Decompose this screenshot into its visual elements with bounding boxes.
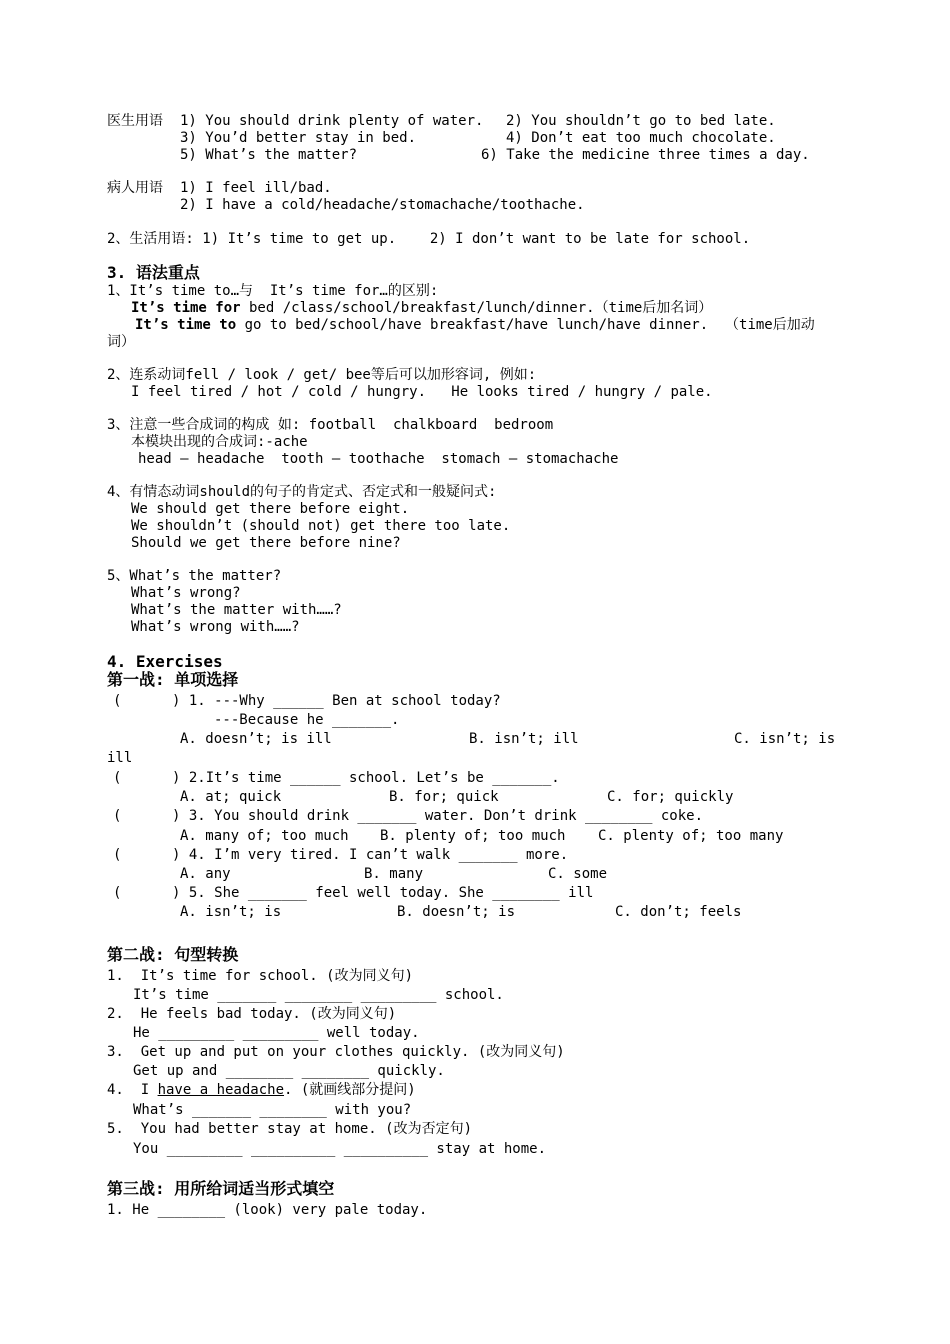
grammar-keyword: It’s time to: [135, 317, 237, 333]
question-line: Get up and ________ ________ quickly.: [133, 1063, 445, 1079]
grammar-keyword: It’s time for: [131, 300, 241, 316]
question: 2. He feels bad today. (改为同义句): [107, 1006, 397, 1022]
grammar-example: What’s wrong?: [131, 585, 241, 601]
option: C. some: [548, 866, 608, 882]
grammar-example: It’s time for bed /class/school/breakfast/lunch/dinner.（time后加名词）: [131, 300, 713, 316]
question-line: It’s time _______ ________ _________ school.: [133, 987, 504, 1003]
grammar-example: 词）: [107, 334, 135, 350]
question: ( ) 3. You should drink _______ water. Don’t drink ________ coke.: [113, 808, 704, 824]
grammar-point-title: 2、连系动词fell / look / get/ bee等后可以加形容词, 例如:: [107, 367, 537, 383]
doctor-label: 医生用语: [107, 113, 163, 129]
question-line: You _________ __________ __________ stay at home.: [133, 1141, 547, 1157]
grammar-point-title: 4、有情态动词should的句子的肯定式、否定式和一般疑问式:: [107, 484, 497, 500]
option: A. doesn’t; is ill: [180, 731, 332, 747]
option: B. isn’t; ill: [469, 731, 579, 747]
option: A. isn’t; is: [180, 904, 282, 920]
grammar-example: What’s the matter with……?: [131, 602, 342, 618]
question: ( ) 1. ---Why ______ Ben at school today?: [113, 693, 501, 709]
question: ( ) 2.It’s time ______ school. Let’s be _______.: [113, 770, 560, 786]
section-title: 第二战: 句型转换: [107, 945, 239, 964]
option: A. any: [180, 866, 231, 882]
doctor-phrase: 4) Don’t eat too much chocolate.: [506, 130, 776, 146]
doctor-phrase: 5) What’s the matter?: [180, 147, 358, 163]
option: C. isn’t; is: [734, 731, 836, 747]
grammar-point-title: 1、It’s time to…与 It’s time for…的区别:: [107, 283, 439, 299]
question: ( ) 5. She _______ feel well today. She ________ ill: [113, 885, 594, 901]
option: B. for; quick: [389, 789, 499, 805]
underlined-part: have a headache: [157, 1082, 285, 1098]
life-phrases: 2、生活用语: 1) It’s time to get up. 2) I don’t want to be late for school.: [107, 231, 751, 247]
section-title: 第三战: 用所给词适当形式填空: [107, 1179, 335, 1198]
doctor-phrase: 6) Take the medicine three times a day.: [481, 147, 810, 163]
grammar-point-title: 3、注意一些合成词的构成 如: football chalkboard bedroom: [107, 417, 554, 433]
doctor-phrase: 1) You should drink plenty of water.: [180, 113, 484, 129]
option: C. plenty of; too many: [598, 828, 784, 844]
option: B. many: [364, 866, 424, 882]
option: B. doesn’t; is: [397, 904, 516, 920]
grammar-heading: 3. 语法重点: [107, 263, 200, 282]
option: C. don’t; feels: [615, 904, 742, 920]
doctor-phrase: 2) You shouldn’t go to bed late.: [506, 113, 776, 129]
section-title: 第一战: 单项选择: [107, 670, 239, 689]
grammar-example: 本模块出现的合成词:-ache: [131, 434, 308, 450]
option: B. plenty of; too much: [380, 828, 566, 844]
question-line: What’s _______ ________ with you?: [133, 1102, 412, 1118]
patient-label: 病人用语: [107, 180, 163, 196]
question: 4. I have a headache. (就画线部分提问): [107, 1082, 416, 1098]
question: 1. It’s time for school. (改为同义句): [107, 968, 414, 984]
patient-phrase: 1) I feel ill/bad.: [180, 180, 332, 196]
grammar-example: I feel tired / hot / cold / hungry. He looks tired / hungry / pale.: [131, 384, 713, 400]
question: ( ) 4. I’m very tired. I can’t walk _______ more.: [113, 847, 569, 863]
grammar-point-title: 5、What’s the matter?: [107, 568, 282, 584]
question: 3. Get up and put on your clothes quickly. (改为同义句): [107, 1044, 565, 1060]
patient-phrase: 2) I have a cold/headache/stomachache/toothache.: [180, 197, 585, 213]
grammar-example: head – headache tooth – toothache stomach – stomachache: [138, 451, 619, 467]
grammar-example: It’s time to go to bed/school/have breakfast/have lunch/have dinner. （time后加动: [135, 317, 815, 333]
grammar-example: We shouldn’t (should not) get there too late.: [131, 518, 511, 534]
option: C. for; quickly: [607, 789, 734, 805]
grammar-example: What’s wrong with……?: [131, 619, 300, 635]
question-line: He _________ _________ well today.: [133, 1025, 420, 1041]
grammar-example: We should get there before eight.: [131, 501, 410, 517]
doctor-phrase: 3) You’d better stay in bed.: [180, 130, 417, 146]
grammar-example: Should we get there before nine?: [131, 535, 401, 551]
question: 5. You had better stay at home. (改为否定句): [107, 1121, 473, 1137]
option: A. at; quick: [180, 789, 282, 805]
question-line: ---Because he _______.: [214, 712, 400, 728]
exercises-heading: 4. Exercises: [107, 652, 223, 671]
option: A. many of; too much: [180, 828, 349, 844]
question: 1. He ________ (look) very pale today.: [107, 1202, 428, 1218]
option: ill: [107, 750, 133, 766]
